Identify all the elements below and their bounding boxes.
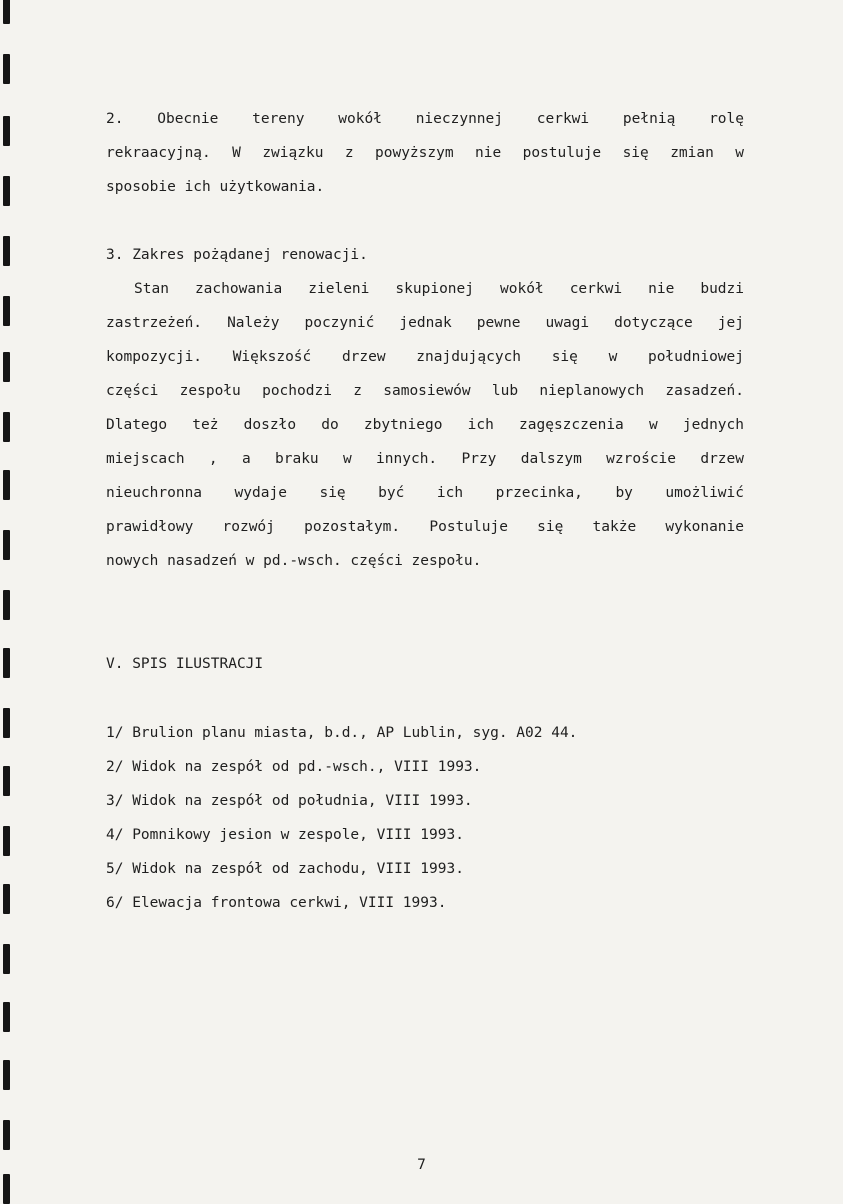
paragraph-line: 2. Obecnie tereny wokół nieczynnej cerkwi pełnią rolę xyxy=(106,111,744,127)
paragraph-line: zastrzeżeń. Należy poczynić jednak pewne uwagi dotyczące jej xyxy=(106,315,744,331)
paragraph-line: miejscach , a braku w innych. Przy dalszym wzroście drzew xyxy=(106,451,744,467)
paragraph-line: części zespołu pochodzi z samosiewów lub nieplanowych zasadzeń. xyxy=(106,383,744,399)
paragraph-line: sposobie ich użytkowania. xyxy=(106,179,325,195)
list-item: 6/ Elewacja frontowa cerkwi, VIII 1993. xyxy=(106,895,447,911)
paragraph-line: kompozycji. Większość drzew znajdujących się w południowej xyxy=(106,349,744,365)
list-item: 2/ Widok na zespół od pd.-wsch., VIII 1993. xyxy=(106,759,482,775)
list-item: 4/ Pomnikowy jesion w zespole, VIII 1993. xyxy=(106,827,464,843)
paragraph-line: Stan zachowania zieleni skupionej wokół cerkwi nie budzi xyxy=(134,281,744,297)
list-item: 3/ Widok na zespół od południa, VIII 1993. xyxy=(106,793,473,809)
page-number: 7 xyxy=(417,1157,426,1173)
section-heading: V. SPIS ILUSTRACJI xyxy=(106,656,264,672)
paragraph-line: nieuchronna wydaje się być ich przecinka, by umożliwić xyxy=(106,485,744,501)
paragraph-line: prawidłowy rozwój pozostałym. Postuluje się także wykonanie xyxy=(106,519,744,535)
list-item: 5/ Widok na zespół od zachodu, VIII 1993. xyxy=(106,861,464,877)
list-item: 1/ Brulion planu miasta, b.d., AP Lublin, syg. A02 44. xyxy=(106,725,578,741)
paragraph-line: Dlatego też doszło do zbytniego ich zagęszczenia w jednych xyxy=(106,417,744,433)
section-heading: 3. Zakres pożądanej renowacji. xyxy=(106,247,368,263)
paragraph-line: rekraacyjną. W związku z powyższym nie postuluje się zmian w xyxy=(106,145,744,161)
paragraph-line: nowych nasadzeń w pd.-wsch. części zespołu. xyxy=(106,553,482,569)
